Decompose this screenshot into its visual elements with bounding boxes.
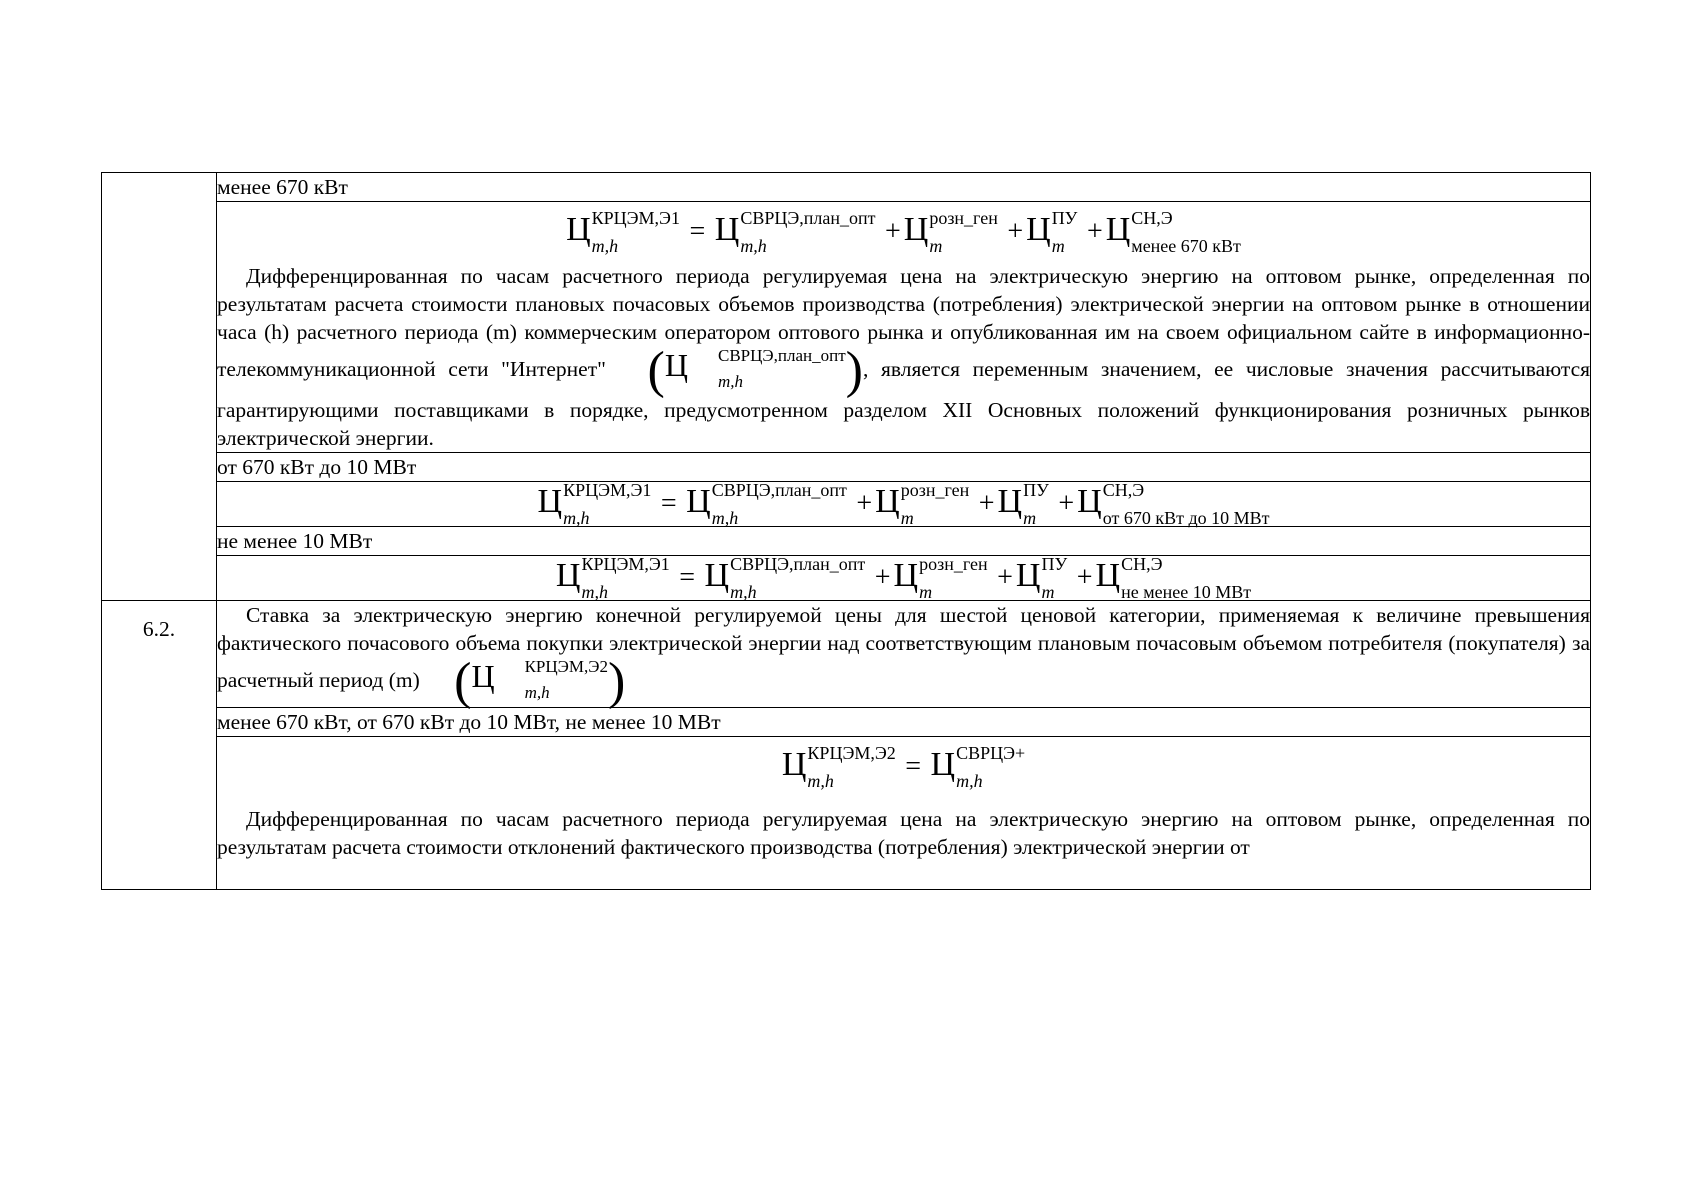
formula-cell-e2 bbox=[217, 737, 1591, 890]
deviation-price-paragraph: Дифференцированная по часам расчетного периода регулируемая цена на электрическую энергию на оптовом рынке, определенная по результатам расчета стоимости отклонений фактического производства (потребления) электрической энергии от bbox=[217, 807, 1590, 860]
tariff-table bbox=[101, 172, 1591, 890]
formula-cell-670kw-10mw bbox=[217, 482, 1591, 527]
inline-formula-svrce: (Ц СВРЦЭ,план_опт m,h ) bbox=[647, 342, 863, 400]
label-all-capacities: менее 670 кВт, от 670 кВт до 10 МВт, не менее 10 МВт bbox=[217, 708, 1591, 737]
label-less-670kw: менее 670 кВт bbox=[217, 173, 1591, 202]
formula-less-670kw: Ц КРЦЭМ,Э1 m,h = Ц СВРЦЭ,план_опт m,h +Ц розн_ген m +Ц ПУ m +Ц СН,Э менее 670 кВт bbox=[566, 208, 1241, 257]
formula-cell-less-670kw bbox=[217, 202, 1591, 453]
rate-description-cell bbox=[217, 601, 1591, 711]
formula-not-less-10mw: Ц КРЦЭМ,Э1 m,h = Ц СВРЦЭ,план_опт m,h +Ц розн_ген m +Ц ПУ m +Ц СН,Э не менее 10 МВт bbox=[555, 554, 1252, 603]
formula-cell-not-less-10mw bbox=[217, 556, 1591, 601]
row-number: 6.2. bbox=[142, 617, 176, 642]
formula-670kw-10mw: Ц КРЦЭМ,Э1 m,h = Ц СВРЦЭ,план_опт m,h +Ц розн_ген m +Ц ПУ m +Ц СН,Э от 670 кВт до 10 МВт bbox=[537, 480, 1270, 529]
row-number-cell-empty bbox=[102, 173, 217, 601]
inline-formula-krcem-e2: (Ц КРЦЭМ,Э2 m,h ) bbox=[454, 653, 626, 711]
label-670kw-10mw: от 670 кВт до 10 МВт bbox=[217, 453, 1591, 482]
formula-e2: Ц КРЦЭМ,Э2 m,h = Ц СВРЦЭ+ m,h bbox=[781, 743, 1026, 792]
price-description-paragraph: Дифференцированная по часам расчетного периода регулируемая цена на электрическую энергию на оптовом рынке, определенная по результатам расчета стоимости плановых почасовых объемов производства (потребления) электрической энергии на оптовом рынке в отношении часа (h) расчетного периода (m) коммерческим оператором оптового рынка и опубликованная им на своем официальном сайте в информационно-телекоммуникационной сети "Интернет" (Ц СВРЦЭ,план_опт m,h ), является переменным значением, ее числовые значения рассчитываются гарантирующими поставщиками в порядке, предусмотренном разделом XII Основных положений функционирования розничных рынков электрической энергии. bbox=[217, 264, 1590, 451]
label-not-less-10mw: не менее 10 МВт bbox=[217, 527, 1591, 556]
row-number-cell bbox=[102, 601, 217, 890]
rate-description-paragraph: Ставка за электрическую энергию конечной регулируемой цены для шестой ценовой категории, применяемая к величине превышения фактического почасового объема покупки электрической энергии над соответствующим плановым почасовым объемом потребителя (покупателя) за расчетный период (m) (Ц КРЦЭМ,Э2 m,h ) bbox=[217, 603, 1590, 711]
